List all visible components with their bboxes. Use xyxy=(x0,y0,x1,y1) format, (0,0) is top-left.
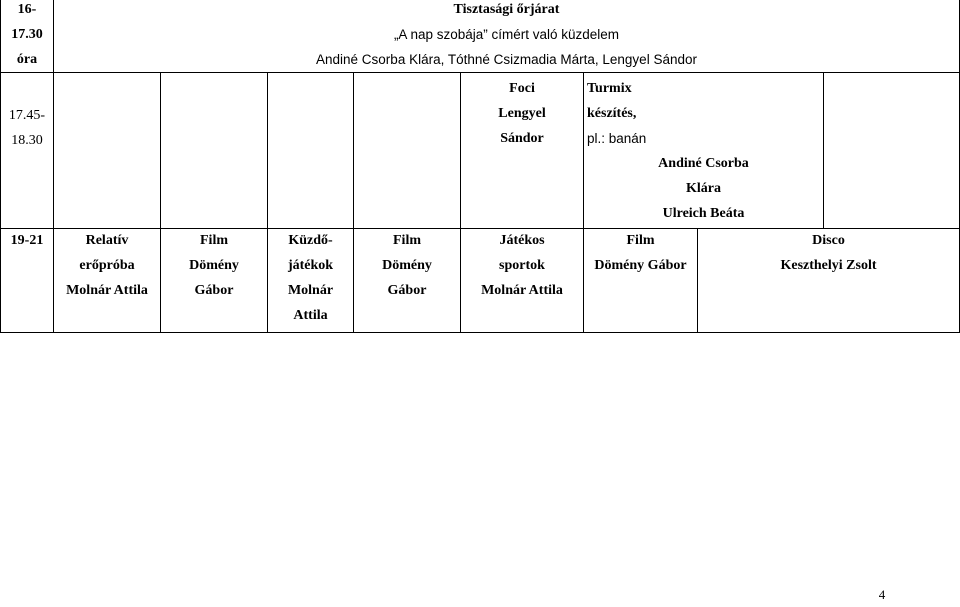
cell-line: sportok xyxy=(499,258,545,273)
cell-line: Dömény xyxy=(189,258,239,273)
cell-line: Film xyxy=(200,233,228,248)
cell-line: Molnár Attila xyxy=(66,283,148,298)
cell-line: Relatív xyxy=(85,233,129,248)
cell-line: Küzdő- xyxy=(288,233,333,248)
cell-line: Keszthelyi Zsolt xyxy=(780,258,877,273)
cell-line: erőpróba xyxy=(79,258,135,273)
foci-line: Lengyel xyxy=(498,106,546,121)
cell-line: Gábor xyxy=(194,283,234,298)
cell-line: Attila xyxy=(293,308,328,323)
cell-line: Gábor xyxy=(387,283,427,298)
time-line: 17.30 xyxy=(11,27,43,42)
foci-line: Foci xyxy=(509,81,535,96)
time-line: 17.45- xyxy=(8,108,46,123)
row3-time: 19-21 xyxy=(10,233,44,248)
cell-line: játékok xyxy=(287,258,334,273)
turmix-note: pl.: banán xyxy=(587,131,647,146)
time-line: 18.30 xyxy=(11,133,43,148)
cell-line: Film xyxy=(626,233,655,248)
turmix-line: készítés, xyxy=(587,106,637,121)
cell-line: Film xyxy=(393,233,421,248)
cell-line: Disco xyxy=(812,233,845,248)
page-number: 4 xyxy=(878,587,886,602)
row-divider xyxy=(0,72,960,73)
turmix-person: Klára xyxy=(686,181,721,196)
activity-subtitle: „A nap szobája” címért való küzdelem xyxy=(393,27,620,42)
foci-line: Sándor xyxy=(500,131,544,146)
bottom-border xyxy=(0,332,960,333)
time-line: 16- xyxy=(17,2,37,17)
turmix-line: Turmix xyxy=(587,81,632,96)
cell-line: Játékos xyxy=(499,233,545,248)
cell-line: Dömény Gábor xyxy=(594,258,687,273)
left-border xyxy=(0,0,1,333)
turmix-person: Andiné Csorba xyxy=(658,156,749,171)
cell-line: Dömény xyxy=(382,258,432,273)
activity-title: Tisztasági őrjárat xyxy=(453,2,560,17)
time-line: óra xyxy=(16,52,38,67)
activity-leaders: Andiné Csorba Klára, Tóthné Csizmadia Márta, Lengyel Sándor xyxy=(316,52,697,67)
column-divider xyxy=(823,73,824,229)
turmix-person: Ulreich Beáta xyxy=(662,206,745,221)
cell-line: Molnár xyxy=(287,283,334,298)
cell-line: Molnár Attila xyxy=(481,283,563,298)
